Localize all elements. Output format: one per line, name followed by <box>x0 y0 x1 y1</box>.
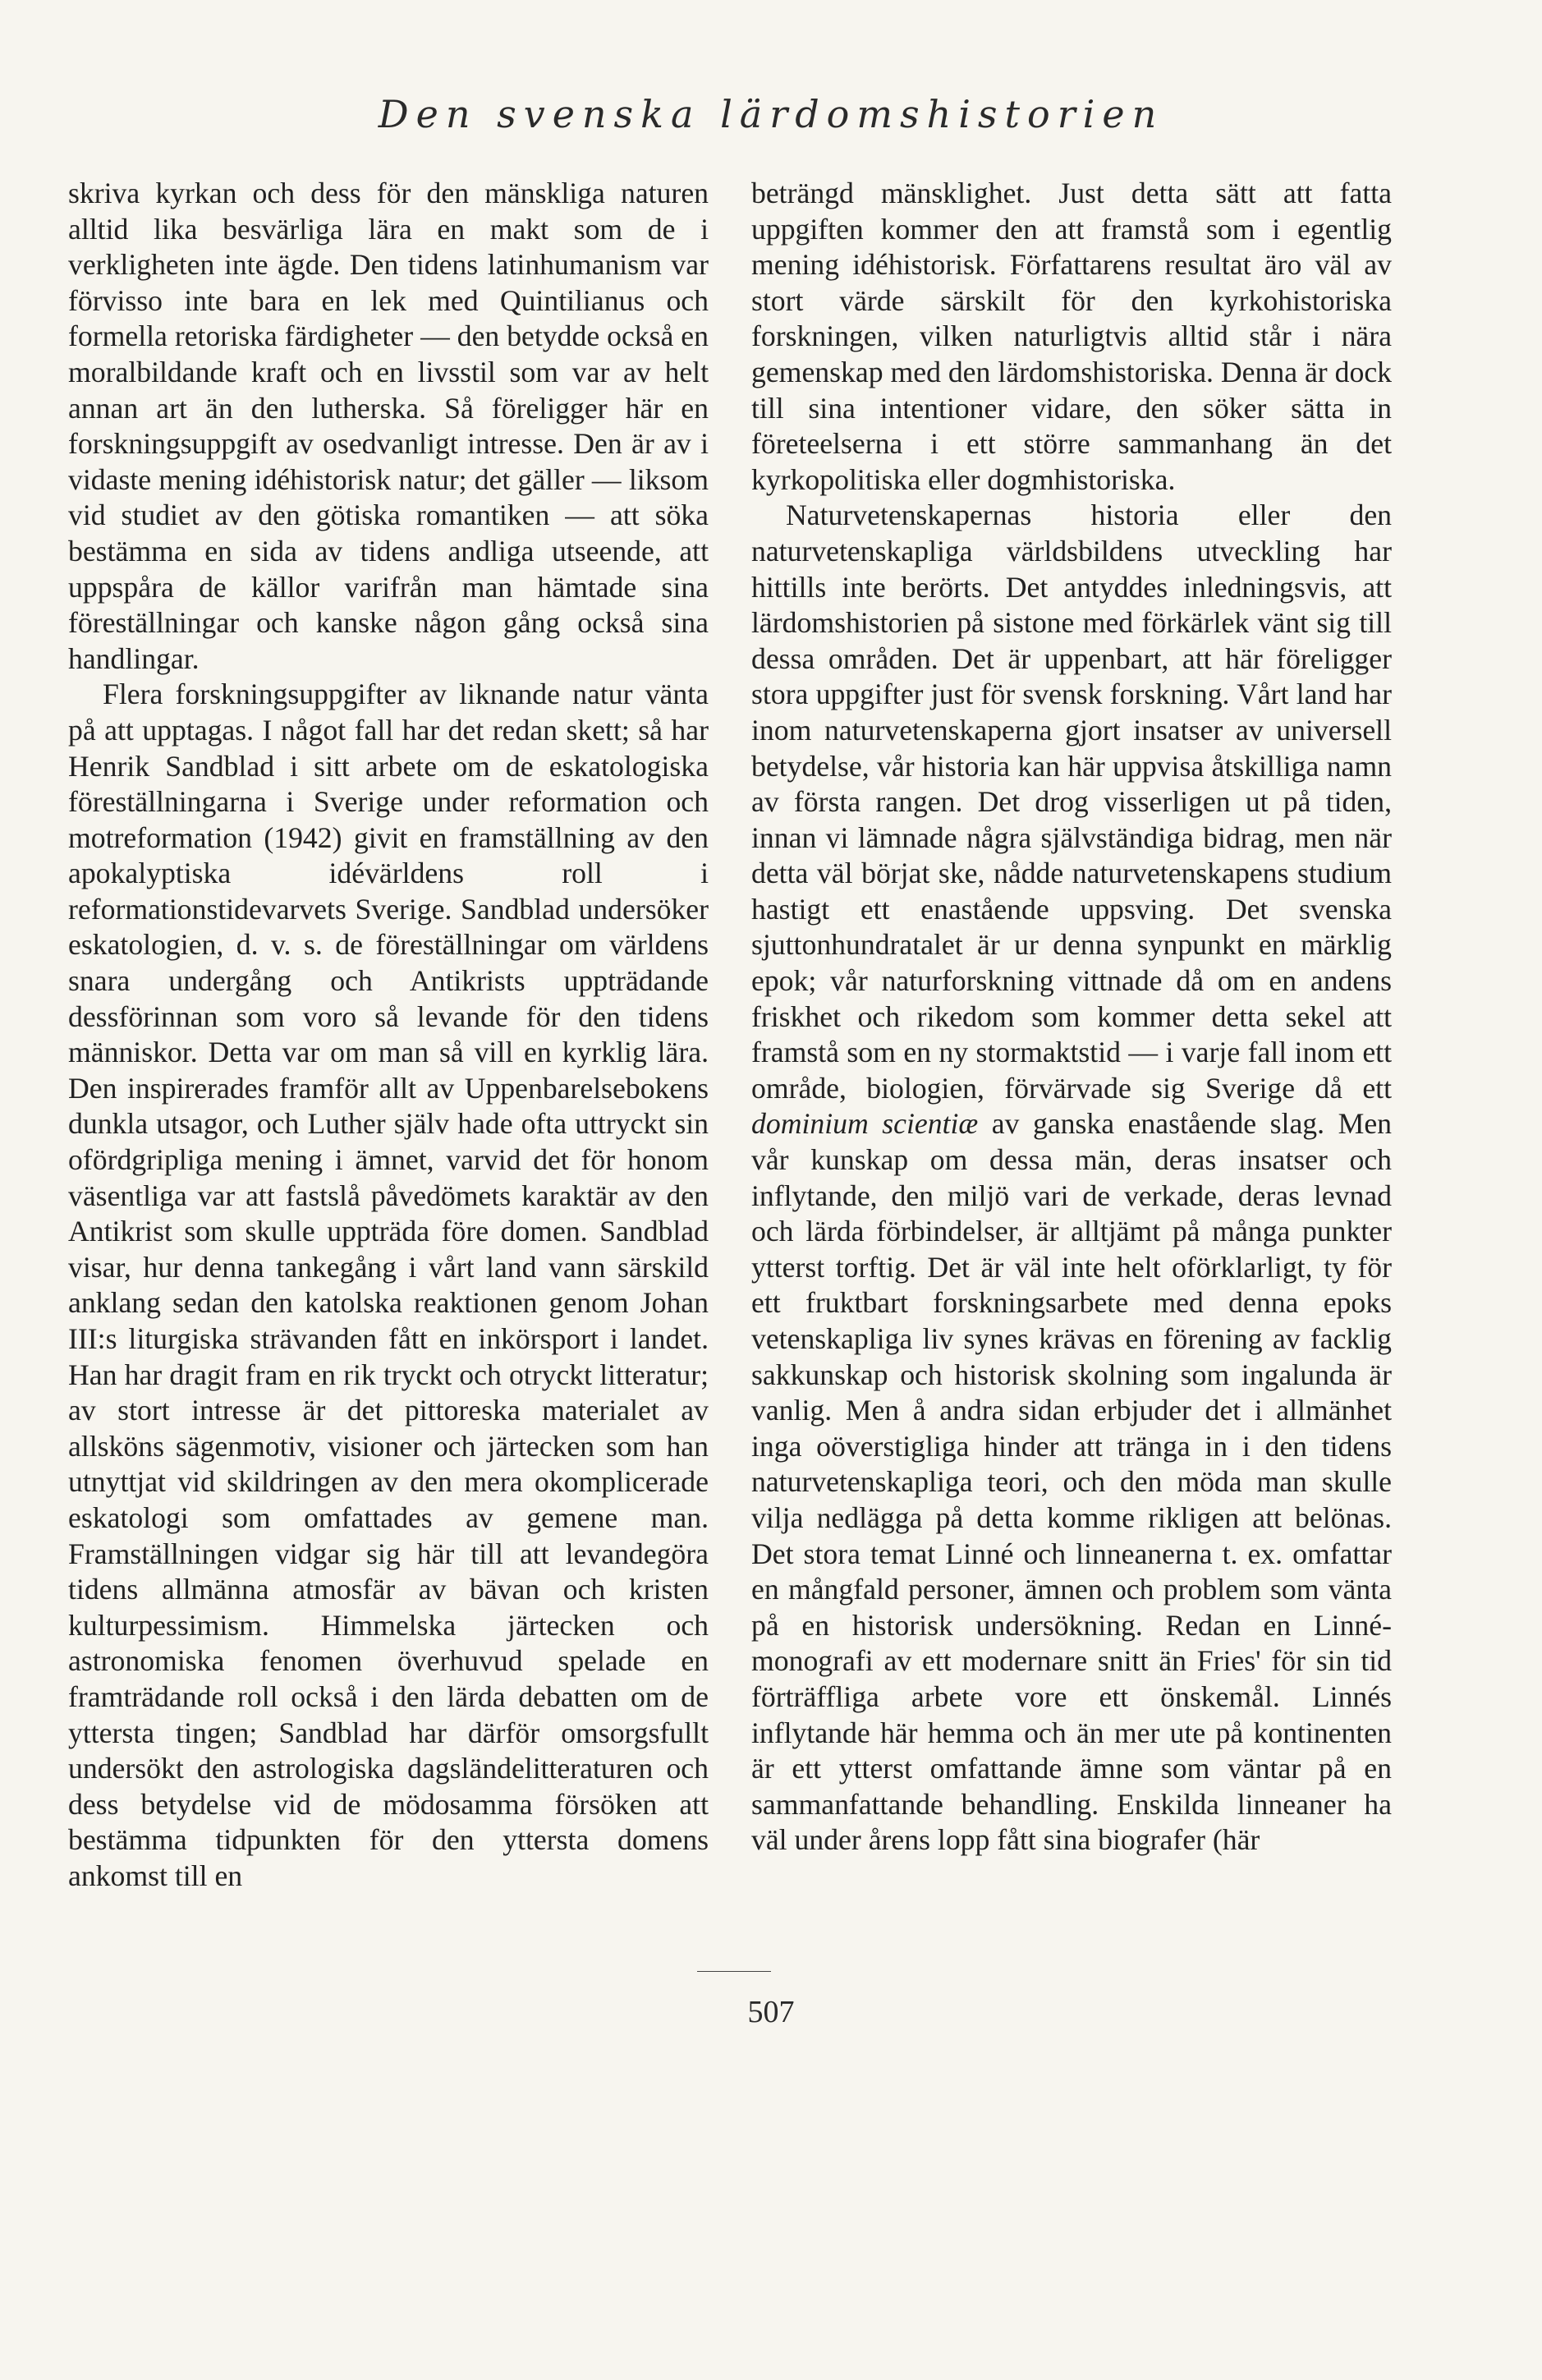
footer-rule <box>697 1971 771 1972</box>
paragraph: Flera forskningsuppgifter av liknande natur vänta på att upptagas. I något fall har det redan skett; så har Henrik Sandblad i sitt arbete om de eskatologiska föreställningarna i Sverige under reformation och motreformation (1942) givit en framställning av den apokalyptiska idévärldens roll i reformationstidevarvets Sverige. Sandblad undersöker eskatologien, d. v. s. de föreställningar om världens snara undergång och Antikrists uppträdande dessförinnan som voro så levande för den tidens människor. Detta var om man så vill en kyrklig lära. Den inspirerades framför allt av Uppenbarelsebokens dunkla utsagor, och Luther själv hade ofta uttryckt sin ofördgripliga mening i ämnet, varvid det för honom väsentliga var att fastslå påvedömets karaktär av den Antikrist som skulle uppträda före domen. Sandblad visar, hur denna tankegång i vårt land vann särskild anklang sedan den katolska reaktionen genom Johan III:s liturgiska strävanden fått en inkörsport i landet. Han har dragit fram en rik tryckt och otryckt litteratur; av stort intresse är det pittoreska materialet av allsköns sägenmotiv, visioner och järtecken som han utnyttjat vid skildringen av den mera okomplicerade eskatologi som omfattades av gemene man. Framställningen vidgar sig här till att levandegöra tidens allmänna atmosfär av bävan och kristen kulturpessimism. Himmelska järtecken och astronomiska fenomen överhuvud spelade en framträdande roll också i den lärda debatten om de yttersta tingen; Sandblad har därför omsorgsfullt undersökt den astrologiska dagsländelitteraturen och dess betydelse vid de mödosamma försöken att bestämma tidpunkten för den yttersta domens ankomst till en <box>68 678 709 1892</box>
paragraph-text: av ganska enastående slag. Men vår kunskap om dessa män, deras insatser och inflytande, den miljö vari de verkade, deras levnad och lärda förbindelser, är alltjämt på många punkter ytterst torftig. Det är väl inte helt oförklarligt, ty för ett fruktbart forskningsarbete med denna epoks vetenskapliga liv synes krävas en förening av facklig sakkunskap och historisk skolning som ingalunda är vanlig. Men å andra sidan erbjuder det i allmänhet inga oöverstigliga hinder att tränga in i den tidens naturvetenskapliga teori, och den möda man skulle vilja nedlägga på detta komme rikligen att belönas. Det stora temat Linné och linneanerna t. ex. omfattar en mångfald personer, ämnen och problem som vänta på en historisk undersökning. Redan en Linné-monografi av ett modernare snitt än Fries' för sin tid förträffliga arbete vore ett önskemål. Linnés inflytande här hemma och än mer ute på kontinenten är ett ytterst omfattande ämne som väntar på en sammanfattande behandling. Enskilda linneaner ha väl under årens lopp fått sina biografer (här <box>751 1107 1392 1857</box>
paragraph-text: Naturvetenskapernas historia eller den naturvetenskapliga världsbildens utveckling har hittills inte berörts. Det antyddes inledningsvis, att lärdomshistorien på sistone med förkärlek vänt sig till dessa områden. Det är uppenbart, att här föreligger stora uppgifter just för svensk forskning. Vårt land har inom naturvetenskaperna gjort insatser av universell betydelse, vår historia kan här uppvisa åtskilliga namn av första rangen. Det drog visserligen ut på tiden, innan vi lämnade några självständiga bidrag, men när detta väl börjat ske, nådde naturvetenskapens studium hastigt ett enastående uppsving. Det svenska sjuttonhundratalet är ur denna synpunkt en märklig epok; vår naturforskning vittnade då om en andens friskhet och rikedom som kommer detta sekel att framstå som en ny stormaktstid — i varje fall inom ett område, biologien, förvärvade sig Sverige då ett <box>751 499 1392 1105</box>
paragraph: beträngd mänsklighet. Just detta sätt att fatta uppgiften kommer den att framstå som i egentlig mening idéhistorisk. Författarens resultat äro väl av stort värde särskilt för den kyrkohistoriska forskningen, vilken naturligtvis alltid står i nära gemenskap med den lärdomshistoriska. Denna är dock till sina intentioner vidare, den söker sätta in företeelserna i ett större sammanhang än det kyrkopolitiska eller dogmhistoriska. <box>751 177 1392 496</box>
paragraph <box>751 498 1392 1859</box>
page-number: 507 <box>747 1995 795 2029</box>
latin-phrase: dominium scientiæ <box>751 1107 979 1141</box>
running-header: Den svenska lärdomshistorien <box>378 92 1164 136</box>
left-column <box>68 176 709 1895</box>
right-column <box>751 176 1392 1859</box>
paragraph: skriva kyrkan och dess för den mänskliga naturen alltid lika besvärliga lära en makt som de i verkligheten inte ägde. Den tidens latinhumanism var förvisso inte bara en lek med Quintilianus och formella retoriska färdigheter — den betydde också en moralbildande kraft och en livsstil som var av helt annan art än den lutherska. Så föreligger här en forskningsuppgift av osedvanligt intresse. Den är av i vidaste mening idéhistorisk natur; det gäller — liksom vid studiet av den götiska romantiken — att söka bestämma en sida av tidens andliga utseende, att uppspåra de källor varifrån man hämtade sina föreställningar och kanske någon gång också sina handlingar. <box>68 177 709 675</box>
